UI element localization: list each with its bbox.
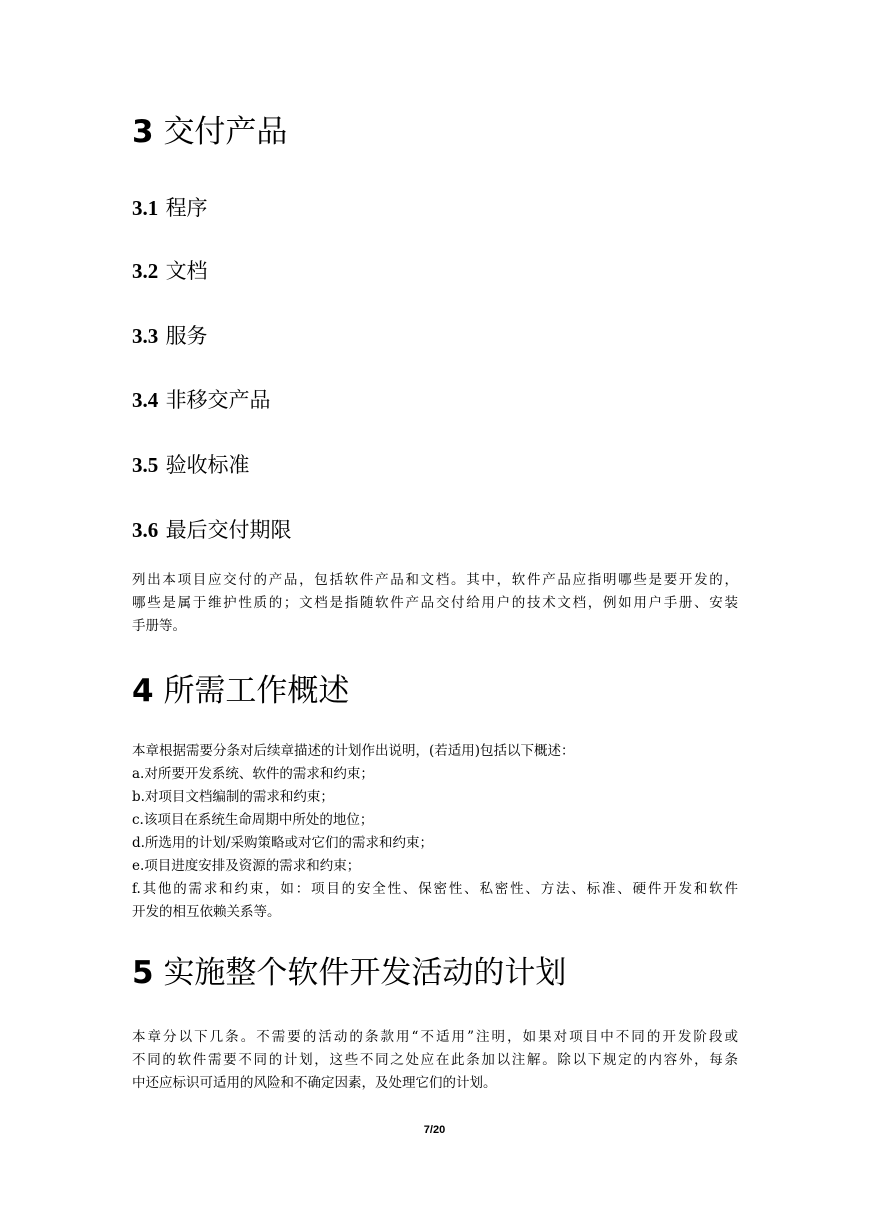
paragraph-intro: 本章根据需要分条对后续章描述的计划作出说明，(若适用)包括以下概述： xyxy=(132,743,575,759)
list-item-e: e.项目进度安排及资源的需求和约束； xyxy=(132,858,361,874)
list-item-a: a.对所要开发系统、软件的需求和约束； xyxy=(132,766,374,782)
paragraph-line: 哪些是属于维护性质的；文档是指随软件产品交付给用户的技术文档，例如用户手册、安装 xyxy=(132,595,738,611)
list-item-b: b.对项目文档编制的需求和约束； xyxy=(132,789,334,805)
heading-section-3: 3 交付产品 xyxy=(132,114,288,150)
heading-section-3-1: 3.1 程序 xyxy=(132,196,208,220)
paragraph-line: 本章分以下几条。不需要的活动的条款用“不适用”注明，如果对项目中不同的开发阶段或 xyxy=(132,1029,738,1045)
list-item-f-continued: 开发的相互依赖关系等。 xyxy=(132,904,281,920)
paragraph-line: 不同的软件需要不同的计划，这些不同之处应在此条加以注解。除以下规定的内容外，每条 xyxy=(132,1052,738,1068)
page-number: 7/20 xyxy=(423,1124,446,1136)
list-item-c: c.该项目在系统生命周期中所处的地位； xyxy=(132,812,374,828)
paragraph-deliverables xyxy=(132,569,738,638)
list-item-f: f.其他的需求和约束，如：项目的安全性、保密性、私密性、方法、标准、硬件开发和软件 xyxy=(132,881,738,897)
heading-section-3-6: 3.6 最后交付期限 xyxy=(132,518,292,542)
paragraph-line: 中还应标识可适用的风险和不确定因素，及处理它们的计划。 xyxy=(132,1075,497,1091)
paragraph-line: 列出本项目应交付的产品，包括软件产品和文档。其中，软件产品应指明哪些是要开发的， xyxy=(132,572,738,588)
heading-section-3-5: 3.5 验收标准 xyxy=(132,453,250,477)
heading-section-4: 4 所需工作概述 xyxy=(132,673,350,709)
heading-section-3-4: 3.4 非移交产品 xyxy=(132,388,271,412)
list-item-d: d.所选用的计划/采购策略或对它们的需求和约束； xyxy=(132,835,433,851)
heading-section-3-2: 3.2 文档 xyxy=(132,259,208,283)
paragraph-work-overview xyxy=(132,740,738,924)
heading-section-5: 5 实施整个软件开发活动的计划 xyxy=(132,955,567,991)
paragraph-line: 手册等。 xyxy=(132,618,186,634)
heading-section-3-3: 3.3 服务 xyxy=(132,324,208,348)
paragraph-development-plan xyxy=(132,1026,738,1095)
